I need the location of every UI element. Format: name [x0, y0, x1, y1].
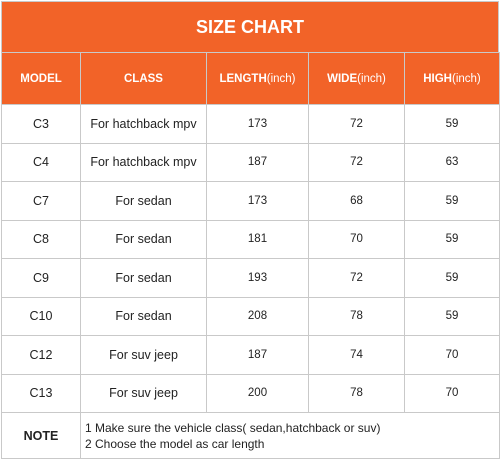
cell-length: 193	[207, 259, 309, 298]
col-header-high-label: HIGH	[423, 72, 452, 85]
cell-high: 70	[405, 336, 500, 375]
table-row	[2, 297, 500, 336]
cell-class: For sedan	[81, 220, 207, 259]
col-header-wide-unit: (inch)	[357, 72, 386, 85]
table-row	[2, 182, 500, 221]
cell-length: 173	[207, 105, 309, 144]
cell-class: For suv jeep	[81, 336, 207, 375]
col-header-wide-label: WIDE	[327, 72, 358, 85]
cell-length: 173	[207, 182, 309, 221]
cell-wide: 72	[309, 259, 405, 298]
table-row	[2, 105, 500, 144]
note-line: 2 Choose the model as car length	[85, 436, 265, 451]
cell-wide: 78	[309, 297, 405, 336]
cell-class: For sedan	[81, 259, 207, 298]
cell-length: 187	[207, 143, 309, 182]
col-header-model: MODEL	[2, 53, 81, 105]
col-header-high-unit: (inch)	[451, 72, 481, 85]
chart-title: SIZE CHART	[1, 1, 499, 52]
cell-class: For sedan	[81, 182, 207, 221]
table-row	[2, 143, 500, 182]
cell-length: 200	[207, 374, 309, 413]
col-header-wide	[309, 53, 405, 105]
cell-high: 59	[405, 297, 500, 336]
table-row	[2, 220, 500, 259]
cell-model: C4	[2, 143, 81, 182]
cell-model: C9	[2, 259, 81, 298]
cell-high: 59	[405, 259, 500, 298]
table-row	[2, 336, 500, 375]
cell-wide: 78	[309, 374, 405, 413]
table-row	[2, 374, 500, 413]
size-chart	[1, 1, 499, 473]
cell-high: 59	[405, 220, 500, 259]
cell-high: 59	[405, 105, 500, 144]
cell-class: For suv jeep	[81, 374, 207, 413]
col-header-length-unit: (inch)	[266, 72, 296, 85]
note-label: NOTE	[2, 413, 81, 459]
cell-class: For hatchback mpv	[81, 143, 207, 182]
cell-high: 70	[405, 374, 500, 413]
header-row	[2, 53, 500, 105]
col-header-length	[207, 53, 309, 105]
cell-model: C3	[2, 105, 81, 144]
cell-length: 208	[207, 297, 309, 336]
cell-model: C13	[2, 374, 81, 413]
col-header-class: CLASS	[81, 53, 207, 105]
cell-high: 63	[405, 143, 500, 182]
size-table	[1, 52, 500, 459]
cell-wide: 72	[309, 143, 405, 182]
cell-high: 59	[405, 182, 500, 221]
cell-model: C12	[2, 336, 81, 375]
cell-wide: 70	[309, 220, 405, 259]
cell-wide: 72	[309, 105, 405, 144]
cell-model: C10	[2, 297, 81, 336]
col-header-length-label: LENGTH	[219, 72, 267, 85]
cell-model: C7	[2, 182, 81, 221]
cell-class: For sedan	[81, 297, 207, 336]
col-header-high	[405, 53, 500, 105]
cell-length: 187	[207, 336, 309, 375]
cell-wide: 68	[309, 182, 405, 221]
cell-model: C8	[2, 220, 81, 259]
table-row	[2, 259, 500, 298]
note-text	[81, 413, 500, 459]
note-row	[2, 413, 500, 459]
note-line: 1 Make sure the vehicle class( sedan,hatchback or suv)	[85, 420, 381, 435]
cell-wide: 74	[309, 336, 405, 375]
cell-length: 181	[207, 220, 309, 259]
cell-class: For hatchback mpv	[81, 105, 207, 144]
